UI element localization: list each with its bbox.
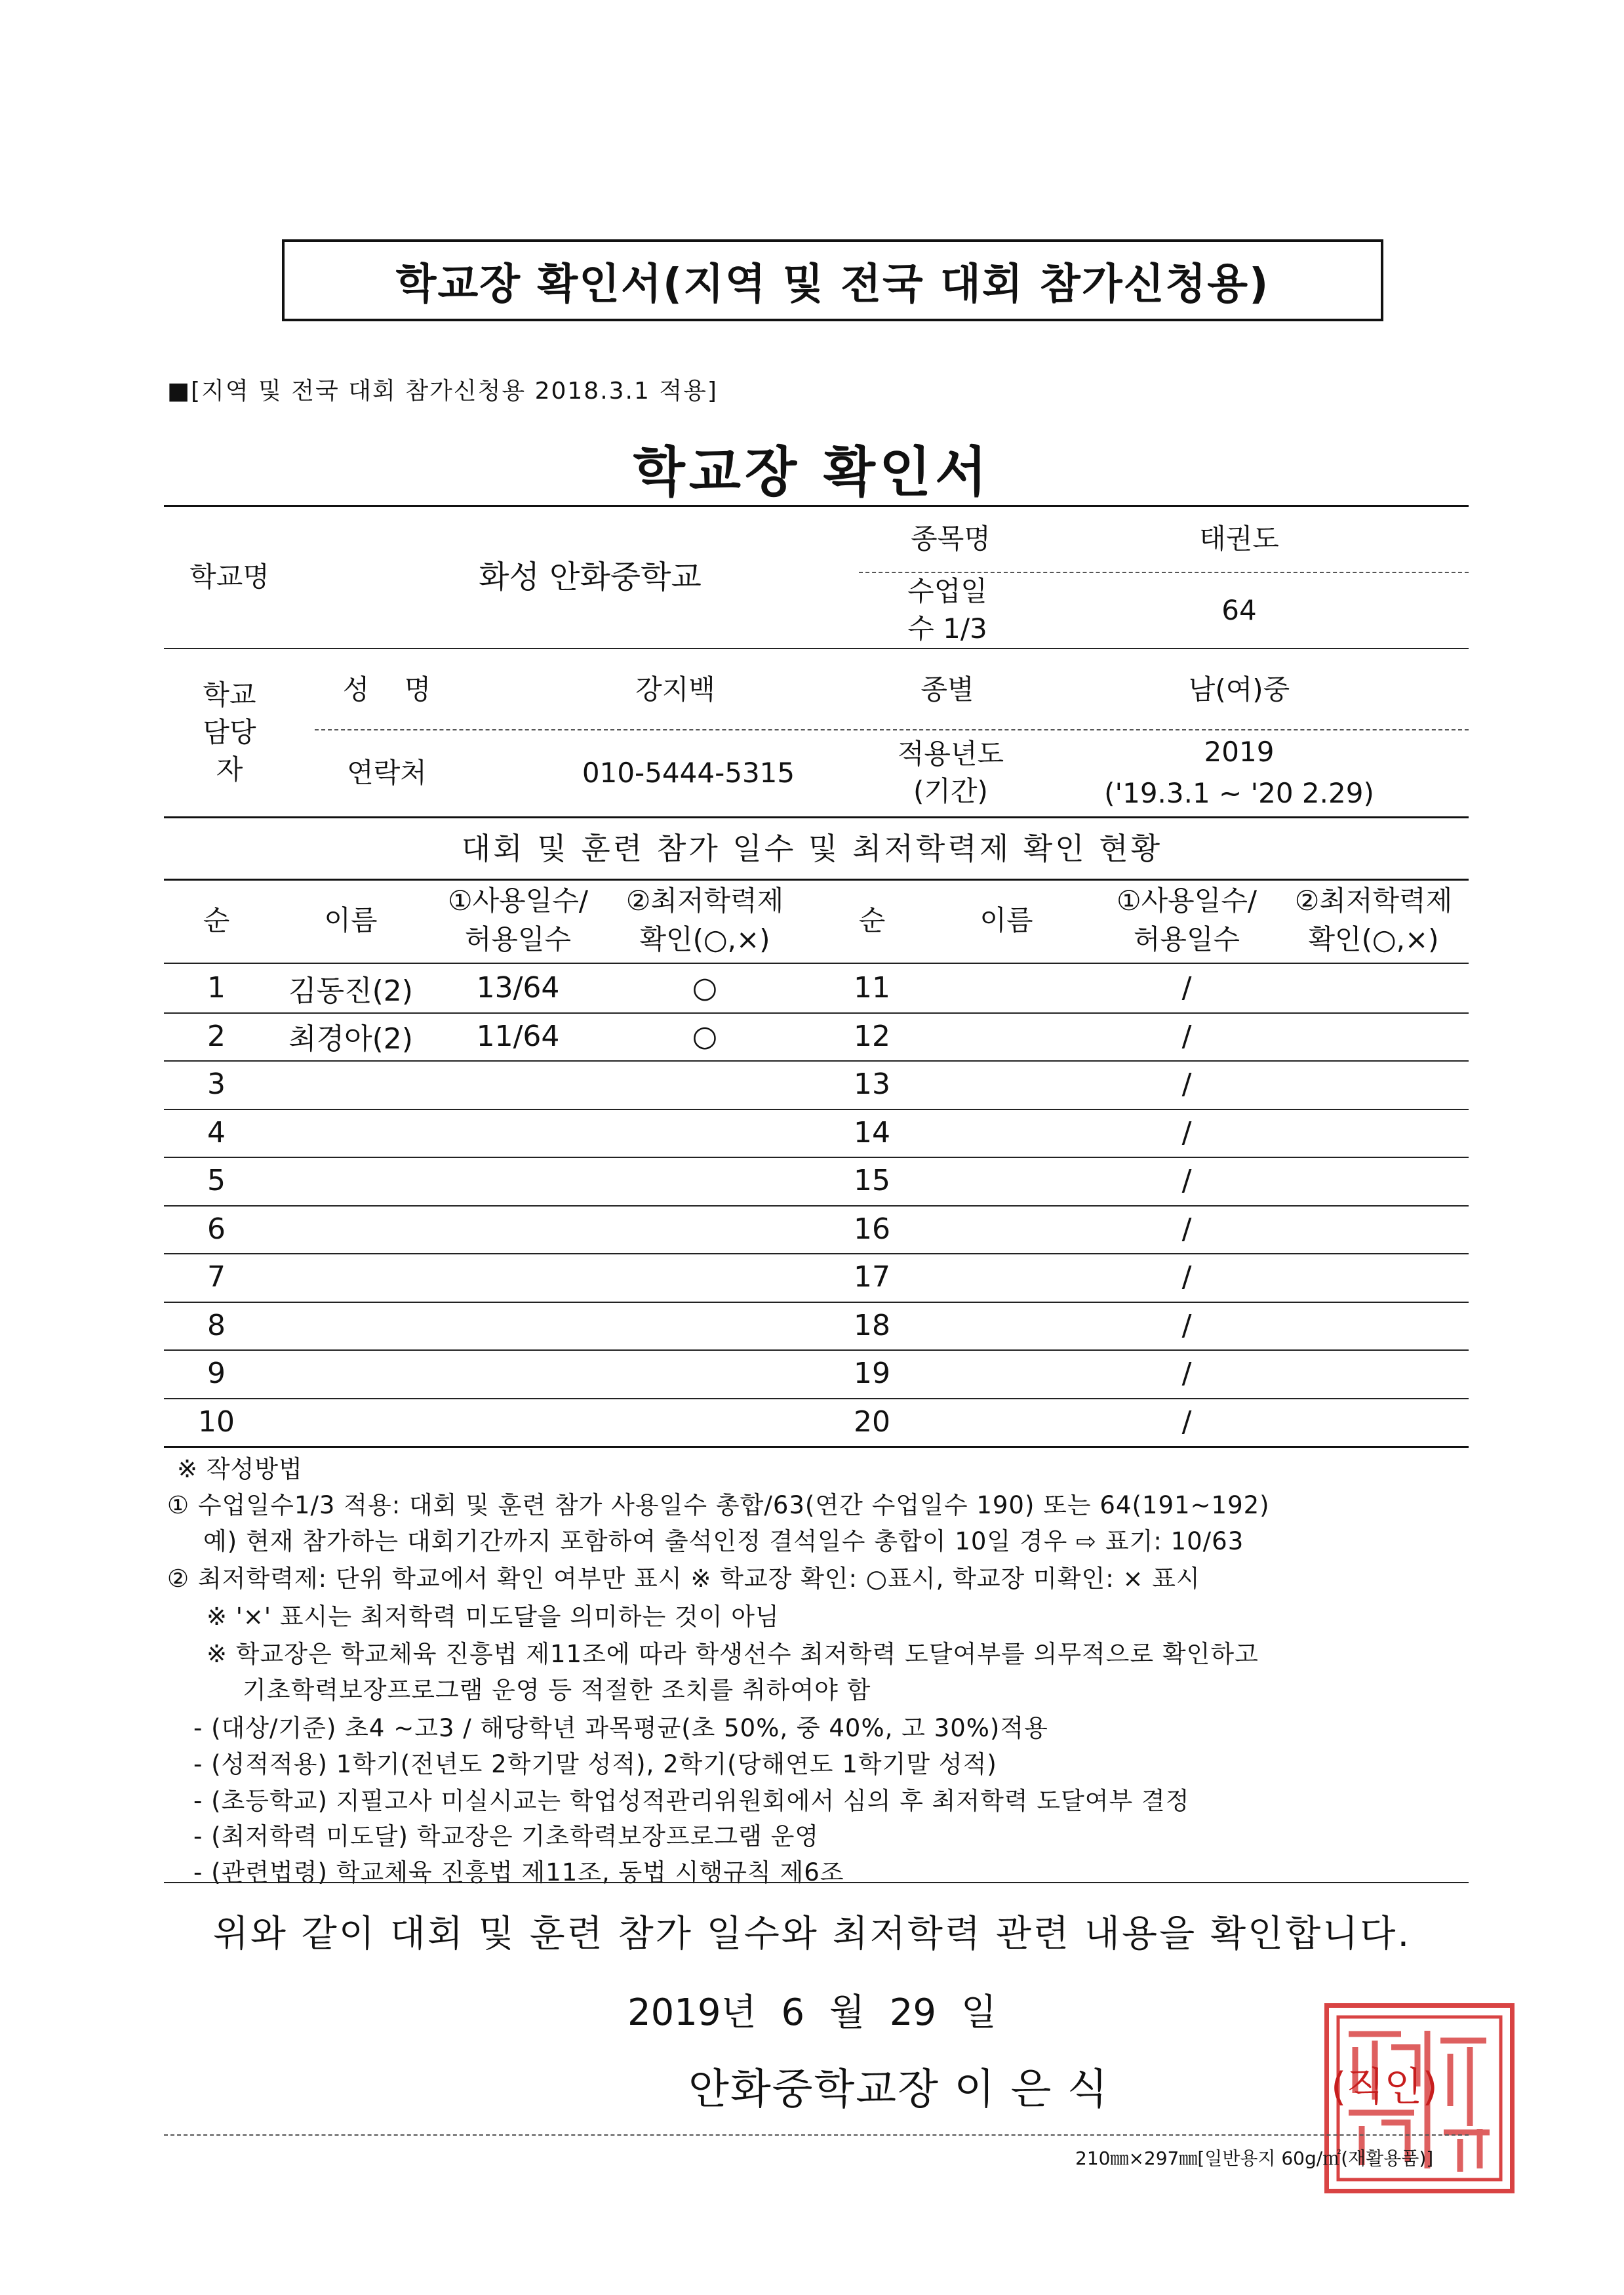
table-cell-no2: 19 (854, 1357, 890, 1391)
table-cell-no: 1 (207, 971, 226, 1005)
manager-name-value: 강지백 (635, 673, 715, 706)
header-name-left: 이름 (324, 904, 378, 936)
table-cell-check: ○ (692, 1019, 718, 1053)
table-cell-name (269, 1253, 433, 1302)
seal-label: (직인) (1331, 2064, 1438, 2110)
confirmation-statement: 위와 같이 대회 및 훈련 참가 일수와 최저학력 관련 내용을 확인합니다. (212, 1913, 1412, 1955)
header-check-right: ②최저학력제 확인(○,×) (1294, 885, 1453, 955)
school-days-value: 64 (1221, 593, 1257, 626)
manager-name-label: 성 명 (342, 673, 431, 706)
info-table-top-border (164, 505, 1469, 507)
table-cell-check: ○ (692, 971, 718, 1005)
year-value: 2019 (1204, 736, 1275, 768)
note-line: - (대상/기준) 초4 ~고3 / 해당학년 과목평균(초 50%, 중 40%, 고 30%)적용 (193, 1714, 1048, 1742)
table-cell-days (433, 1302, 603, 1350)
note-line: - (성적적용) 1학기(전년도 2학기말 성적), 2학기(당해연도 1학기말 성적) (193, 1750, 997, 1778)
table-cell-no: 6 (207, 1212, 226, 1246)
paper-spec: 210㎜×297㎜[일반용지 60g/㎡(재활용품)] (1075, 2147, 1434, 2169)
table-cell-no2: 14 (854, 1115, 890, 1149)
note-heading: ※ 작성방법 (177, 1455, 303, 1483)
note-line: 기초학력보장프로그램 운영 등 적절한 조치를 취하여야 함 (243, 1676, 871, 1704)
header-days-left: ①사용일수/ 허용일수 (447, 885, 589, 955)
table-cell-no2: 18 (854, 1308, 890, 1342)
table-cell-check (610, 1302, 800, 1350)
section-title: 대회 및 훈련 참가 일수 및 최저학력제 확인 현황 (461, 831, 1163, 866)
table-cell-check (610, 1398, 800, 1447)
note-line: 예) 현재 참가하는 대회기간까지 포함하여 출석인정 결석일수 총합이 10일 경우 ⇨ 표기: 10/63 (203, 1527, 1244, 1555)
table-cell-slash: / (1181, 1164, 1192, 1198)
table-cell-no: 5 (207, 1164, 226, 1198)
signature-date: 2019년 6 월 29 일 (627, 1991, 997, 2034)
table-row-border (164, 1446, 1469, 1448)
note-line: ② 최저학력제: 단위 학교에서 확인 여부만 표시 ※ 학교장 확인: ○표시, 학교장 미확인: × 표시 (167, 1565, 1200, 1593)
manager-label: 학교 담당자 (203, 679, 256, 786)
school-days-label: 수업일수 1/3 (907, 575, 987, 645)
table-cell-slash: / (1181, 971, 1192, 1005)
header-days-right: ①사용일수/ 허용일수 (1116, 885, 1258, 955)
table-cell-days (433, 1253, 603, 1302)
school-name-value: 화성 안화중학교 (479, 558, 702, 595)
table-cell-no: 3 (207, 1068, 226, 1102)
document-title: 학교장 확인서(지역 및 전국 대회 참가신청용) (395, 260, 1270, 309)
note-line: - (최저학력 미도달) 학교장은 기초학력보장프로그램 운영 (193, 1822, 820, 1850)
contact-label: 연락처 (347, 756, 427, 789)
note-line: - (관련법령) 학교체육 진흥법 제11조, 동법 시행규칙 제6조 (193, 1858, 844, 1886)
note-line: ① 수업일수1/3 적용: 대회 및 훈련 참가 사용일수 총합/63(연간 수업일수 190) 또는 64(191~192) (167, 1491, 1270, 1519)
gender-value: 남(여)중 (1188, 673, 1290, 706)
info-divider (164, 648, 1469, 649)
table-cell-name (269, 1109, 433, 1157)
table-cell-days: 13/64 (476, 971, 560, 1005)
year-label: 적용년도 (기간) (897, 738, 1004, 807)
principal-name: 안화중학교장 이 은 식 (688, 2066, 1109, 2114)
year-period: ('19.3.1 ~ '20 2.29) (1104, 777, 1374, 810)
table-cell-no: 9 (207, 1357, 226, 1391)
table-cell-name (269, 1398, 433, 1447)
footer-divider (164, 2134, 1469, 2136)
table-cell-name (269, 1157, 433, 1205)
table-cell-slash: / (1181, 1068, 1192, 1102)
table-cell-check (610, 1349, 800, 1398)
main-title: 학교장 확인서 (633, 441, 991, 504)
table-cell-days (433, 1157, 603, 1205)
table-cell-no: 10 (198, 1405, 235, 1439)
table-cell-name (269, 1060, 433, 1109)
table-cell-check (610, 1253, 800, 1302)
info-table-bottom-border (164, 816, 1469, 818)
table-cell-days (433, 1205, 603, 1254)
sport-label: 종목명 (911, 523, 991, 555)
note-line: - (초등학교) 지필고사 미실시교는 학업성적관리위원회에서 심의 후 최저학력 도달여부 결정 (193, 1787, 1190, 1815)
table-cell-name (269, 1349, 433, 1398)
table-cell-name (269, 1205, 433, 1254)
table-cell-slash: / (1181, 1405, 1192, 1439)
table-cell-check (610, 1157, 800, 1205)
table-cell-name (269, 1302, 433, 1350)
table-cell-slash: / (1181, 1115, 1192, 1149)
table-cell-no: 7 (207, 1260, 226, 1294)
table-cell-no2: 15 (854, 1164, 890, 1198)
table-cell-no: 4 (207, 1115, 226, 1149)
table-cell-days (433, 1060, 603, 1109)
table-cell-no2: 20 (854, 1405, 890, 1439)
table-cell-days: 11/64 (476, 1019, 560, 1053)
table-cell-no2: 16 (854, 1212, 890, 1246)
header-check-left: ②최저학력제 확인(○,×) (625, 885, 784, 955)
table-cell-slash: / (1181, 1260, 1192, 1294)
table-cell-days (433, 1349, 603, 1398)
table-cell-check (610, 1060, 800, 1109)
table-cell-days (433, 1109, 603, 1157)
table-cell-no2: 12 (854, 1019, 890, 1053)
table-cell-no2: 13 (854, 1068, 890, 1102)
table-cell-slash: / (1181, 1357, 1192, 1391)
notes-bottom-border (164, 1882, 1469, 1883)
table-cell-no: 2 (207, 1019, 226, 1053)
table-cell-name: 최경아(2) (288, 1022, 413, 1056)
table-cell-check (610, 1109, 800, 1157)
sport-value: 태권도 (1199, 523, 1279, 555)
gender-label: 종별 (921, 673, 974, 706)
table-cell-slash: / (1181, 1308, 1192, 1342)
header-name-right: 이름 (980, 904, 1033, 936)
table-cell-no: 8 (207, 1308, 226, 1342)
document-title-box (282, 239, 1383, 321)
table-cell-check (610, 1205, 800, 1254)
header-no-right: 순 (858, 904, 886, 936)
note-line: ※ 학교장은 학교체육 진흥법 제11조에 따라 학생선수 최저학력 도달여부를 의무적으로 확인하고 (207, 1640, 1259, 1668)
form-subheader: ■[지역 및 전국 대회 참가신청용 2018.3.1 적용] (167, 378, 718, 405)
table-cell-slash: / (1181, 1019, 1192, 1053)
table-cell-no2: 11 (854, 971, 890, 1005)
note-line: ※ '×' 표시는 최저학력 미도달을 의미하는 것이 아님 (207, 1603, 780, 1631)
table-cell-slash: / (1181, 1212, 1192, 1246)
table-cell-days (433, 1398, 603, 1447)
school-name-label: 학교명 (189, 560, 269, 593)
header-no-left: 순 (203, 904, 230, 936)
table-cell-no2: 17 (854, 1260, 890, 1294)
contact-value: 010-5444-5315 (582, 756, 795, 789)
table-cell-name: 김동진(2) (288, 974, 413, 1008)
